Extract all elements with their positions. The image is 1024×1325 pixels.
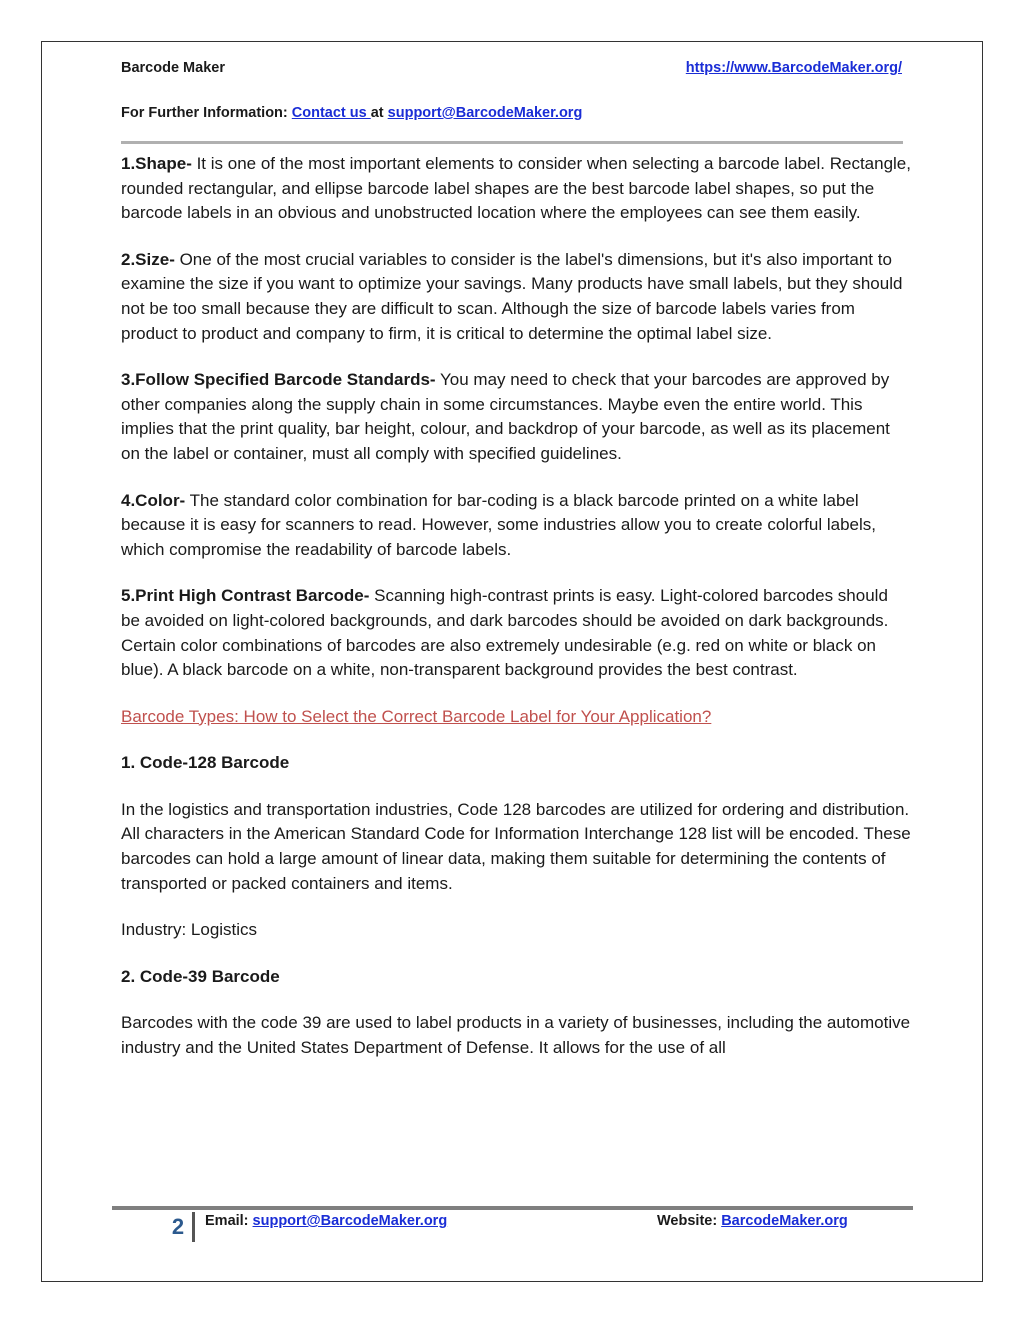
paragraph-contrast [121,584,911,682]
footer-website [657,1213,848,1229]
contrast-lead: 5.Print High Contrast Barcode- [121,586,370,606]
paragraph-standards [121,368,911,466]
code128-description: In the logistics and transportation industries, Code 128 barcodes are utilized for ordering and distribution. All characters in the American Standard Code for Information Interchange 128 list will be encoded. These barcodes can hold a large amount of linear data, making them suitable for determining the contents of transported or packed containers and items. [121,799,911,893]
footer-email-link[interactable]: support@BarcodeMaker.org [252,1213,448,1229]
site-url-link[interactable]: https://www.BarcodeMaker.org/ [685,60,902,76]
footer-email [205,1213,447,1229]
paragraph-color [121,489,911,563]
footer-website-label: Website: [657,1213,722,1229]
site-name: Barcode Maker [121,60,225,76]
size-text: One of the most crucial variables to consider is the label's dimensions, but it's also important to examine the size if you want to optimize your savings. Many products have small labels, but they should not be too small because they are difficult to scan. Although the size of barcode labels varies from product to product and company to firm, it is critical to determine the optimal label size. [121,249,903,343]
color-lead: 4.Color- [121,490,186,510]
code39-heading: 2. Code-39 Barcode [121,966,280,986]
code128-heading: 1. Code-128 Barcode [121,753,290,773]
standards-text: You may need to check that your barcodes are approved by other companies along the supply chain in some circumstances. Maybe even the entire world. This implies that the print quality, bar height, colour, and backdrop of your barcode, as well as its placement on the label or container, must all comply with specified guidelines. [121,370,890,463]
footer-email-label: Email: [205,1213,253,1229]
color-text: The standard color combination for bar-coding is a black barcode printed on a white label because it is easy for scanners to read. However, some industries allow you to create colorful labels, which compromise the readability of barcode labels. [121,490,876,559]
shape-text: It is one of the most important elements to consider when selecting a barcode label. Rectangle, rounded rectangular, and ellipse barcode label shapes are the best barcode label shapes, so put the barcode labels in an obvious and unobstructed location where the employees can see them easily. [121,154,911,223]
contact-us-link[interactable]: Contact us [291,105,371,121]
section-heading-barcode-types[interactable]: Barcode Types: How to Select the Correct Barcode Label for Your Application? [121,706,712,726]
shape-lead: 1.Shape- [121,154,192,173]
footer-divider [112,1206,913,1210]
further-info-line [121,105,582,121]
document-body [121,152,911,1083]
further-info-label: For Further Information: [121,105,288,121]
paragraph-size [121,248,911,346]
page-number: 2 [164,1212,195,1242]
footer-website-link[interactable]: BarcodeMaker.org [721,1213,848,1229]
size-lead: 2.Size- [121,249,175,269]
code128-industry: Industry: Logistics [121,920,258,940]
contrast-text: Scanning high-contrast prints is easy. Light-colored barcodes should be avoided on light-colored backgrounds, and dark barcodes should be avoided on dark backgrounds. Certain color combinations of barcodes are also extremely undesirable (e.g. red on white or black on blue). A black barcode on a white, non-transparent background provides the best contrast. [121,586,889,680]
paragraph-shape [121,152,911,226]
standards-lead: 3.Follow Specified Barcode Standards- [121,370,436,390]
page-header [121,60,902,80]
code39-description: Barcodes with the code 39 are used to label products in a variety of businesses, including the automotive industry and the United States Department of Defense. It allows for the use of all [121,1013,911,1058]
header-divider [121,141,903,144]
support-email-link[interactable]: support@BarcodeMaker.org [387,105,583,121]
at-word: at [370,105,384,121]
